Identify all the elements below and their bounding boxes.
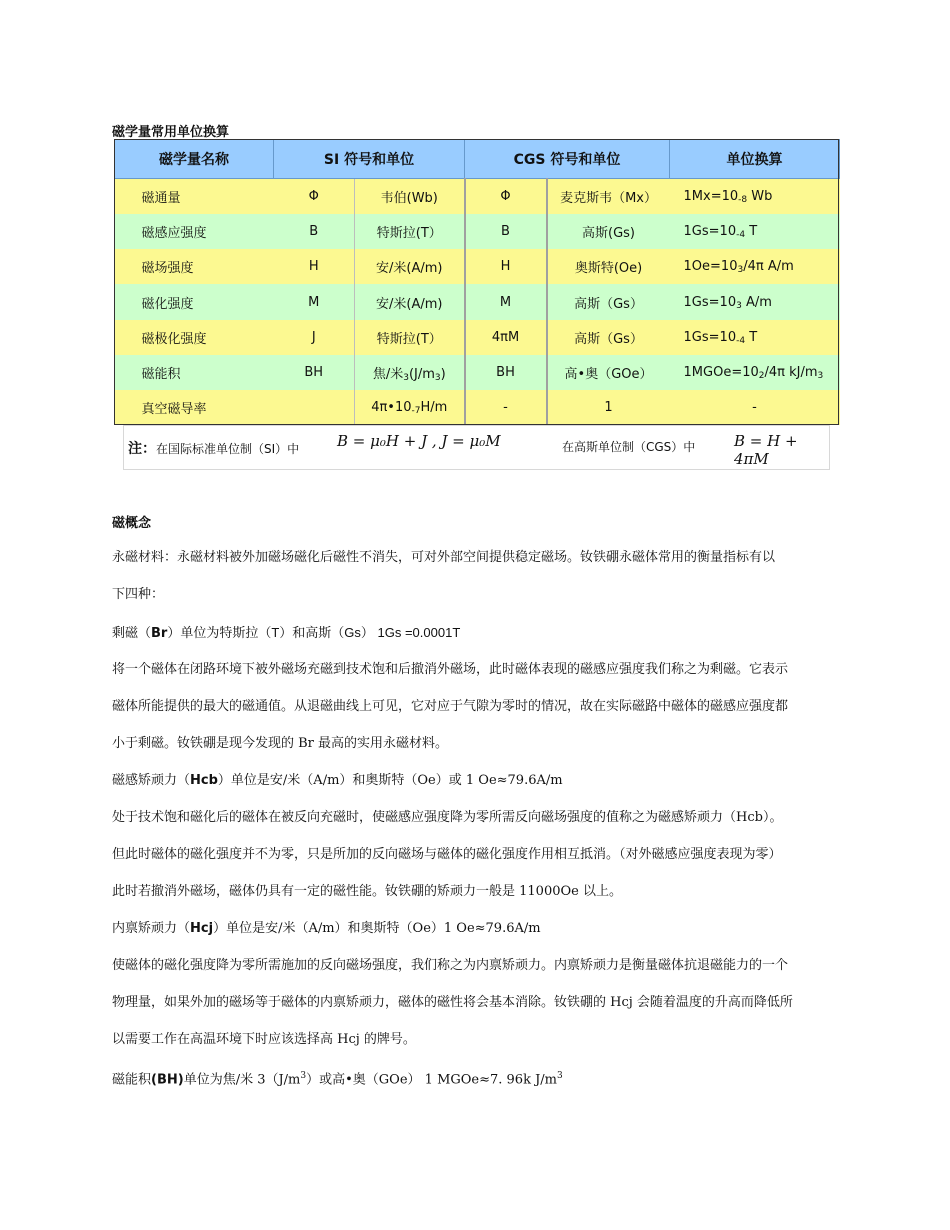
header-cgs: CGS 符号和单位 [465,140,670,179]
cgs-unit: 1 [547,390,670,425]
table-row [115,179,840,215]
note-cgs-text: 在高斯单位制（CGS）中 [562,440,696,454]
cgs-symbol: 4πM [465,320,547,355]
paragraph: 磁体所能提供的最大的磁通值。从退磁曲线上可见，它对应于气隙为零时的情况，故在实际磁路中磁体的磁感应强度都 [112,699,789,714]
conversion: 1Gs=10-4 T [670,320,840,355]
quantity-name: 磁感应强度 [115,214,274,249]
conversion: 1MGOe=102/4π kJ/m3 [670,355,840,390]
si-unit: 韦伯(Wb) [355,179,465,215]
cgs-unit: 奥斯特(Oe) [547,249,670,284]
paragraph: 但此时磁体的磁化强度并不为零，只是所加的反向磁场与磁体的磁化强度作用相互抵消。（对外磁感应强度表现为零） [112,847,782,862]
cgs-symbol: - [465,390,547,425]
cgs-formula: B = H + 4πM [734,432,798,468]
paragraph: 物理量，如果外加的磁场等于磁体的内禀矫顽力，磁体的磁性将会基本消除。钕铁硼的 Hcj 会随着温度的升高而降低所 [112,995,793,1010]
si-formula: B = μ₀H + J , J = μ₀M [337,432,501,450]
cgs-unit: 高斯(Gs) [547,214,670,249]
cgs-unit: 高斯（Gs） [547,320,670,355]
note-si-text: 注：在国际标准单位制（SI）中 [128,441,300,457]
unit-conversion-table [114,139,840,425]
table-title: 磁学量常用单位换算 [112,125,230,140]
cgs-unit: 麦克斯韦（Mx） [547,179,670,215]
section-title: 磁概念 [112,516,152,531]
paragraph: 处于技术饱和磁化后的磁体在被反向充磁时，使磁感应强度降为零所需反向磁场强度的值称之为磁感矫顽力（Hcb）。 [112,810,783,825]
conversion: 1Oe=103/4π A/m [670,249,840,284]
header-conversion: 单位换算 [670,140,840,179]
conversion: - [670,390,840,425]
si-symbol: B [274,214,355,249]
si-unit: 4π•10-7H/m [355,390,465,425]
conversion: 1Mx=10-8 Wb [670,179,840,215]
si-unit: 特斯拉(T） [355,214,465,249]
table-row [115,320,840,355]
si-unit: 安/米(A/m) [355,284,465,319]
paragraph: 小于剩磁。钕铁硼是现今发现的 Br 最高的实用永磁材料。 [112,736,449,751]
cgs-unit: 高斯（Gs） [547,284,670,319]
table-row [115,355,840,390]
si-symbol: M [274,284,355,319]
cgs-symbol: BH [465,355,547,390]
paragraph: 以需要工作在高温环境下时应该选择高 Hcj 的牌号。 [112,1032,416,1047]
quantity-name: 磁极化强度 [115,320,274,355]
si-symbol: BH [274,355,355,390]
si-symbol: Φ [274,179,355,215]
quantity-name: 磁通量 [115,179,274,215]
hcj-definition: 内禀矫顽力（Hcj）单位是安/米（A/m）和奥斯特（Oe）1 Oe≈79.6A/m [112,921,541,936]
si-symbol: J [274,320,355,355]
hcb-definition: 磁感矫顽力（Hcb）单位是安/米（A/m）和奥斯特（Oe）或 1 Oe≈79.6A/m [112,773,563,788]
paragraph: 永磁材料：永磁材料被外加磁场磁化后磁性不消失，可对外部空间提供稳定磁场。钕铁硼永磁体常用的衡量指标有以 [112,550,776,565]
bh-definition: 磁能积(BH)单位为焦/米 $3(J/m^3)$或高•奥（GOe） 1 MGOe≈7. 96k $J/m^3$ [112,1071,563,1088]
si-symbol: H [274,249,355,284]
quantity-name: 磁场强度 [115,249,274,284]
paragraph: 下四种： [112,587,165,602]
table-header-row [115,140,840,179]
paragraph: 使磁体的磁化强度降为零所需施加的反向磁场强度，我们称之为内禀矫顽力。内禀矫顽力是衡量磁体抗退磁能力的一个 [112,958,789,973]
cgs-symbol: H [465,249,547,284]
conversion: 1Gs=103 A/m [670,284,840,319]
cgs-symbol: Φ [465,179,547,215]
si-unit: 焦/米3(J/m3) [355,355,465,390]
quantity-name: 真空磁导率 [115,390,274,425]
note-label: 注： [128,441,156,457]
paragraph: 将一个磁体在闭路环境下被外磁场充磁到技术饱和后撤消外磁场，此时磁体表现的磁感应强度我们称之为剩磁。它表示 [112,662,789,677]
si-symbol [274,390,355,425]
quantity-name: 磁能积 [115,355,274,390]
table-row [115,249,840,284]
si-unit: 安/米(A/m) [355,249,465,284]
formula-note [123,425,830,470]
br-definition: 剩磁（Br）单位为特斯拉（T）和高斯（Gs） 1Gs =0.0001T [112,625,461,641]
table-row [115,390,840,425]
conversion: 1Gs=10-4 T [670,214,840,249]
table-row [115,284,840,319]
quantity-name: 磁化强度 [115,284,274,319]
si-unit: 特斯拉(T） [355,320,465,355]
header-name: 磁学量名称 [115,140,274,179]
table-row [115,214,840,249]
header-si: SI 符号和单位 [274,140,465,179]
cgs-symbol: M [465,284,547,319]
paragraph: 此时若撤消外磁场，磁体仍具有一定的磁性能。钕铁硼的矫顽力一般是 11000Oe 以上。 [112,884,622,899]
cgs-symbol: B [465,214,547,249]
cgs-unit: 高•奥（GOe） [547,355,670,390]
